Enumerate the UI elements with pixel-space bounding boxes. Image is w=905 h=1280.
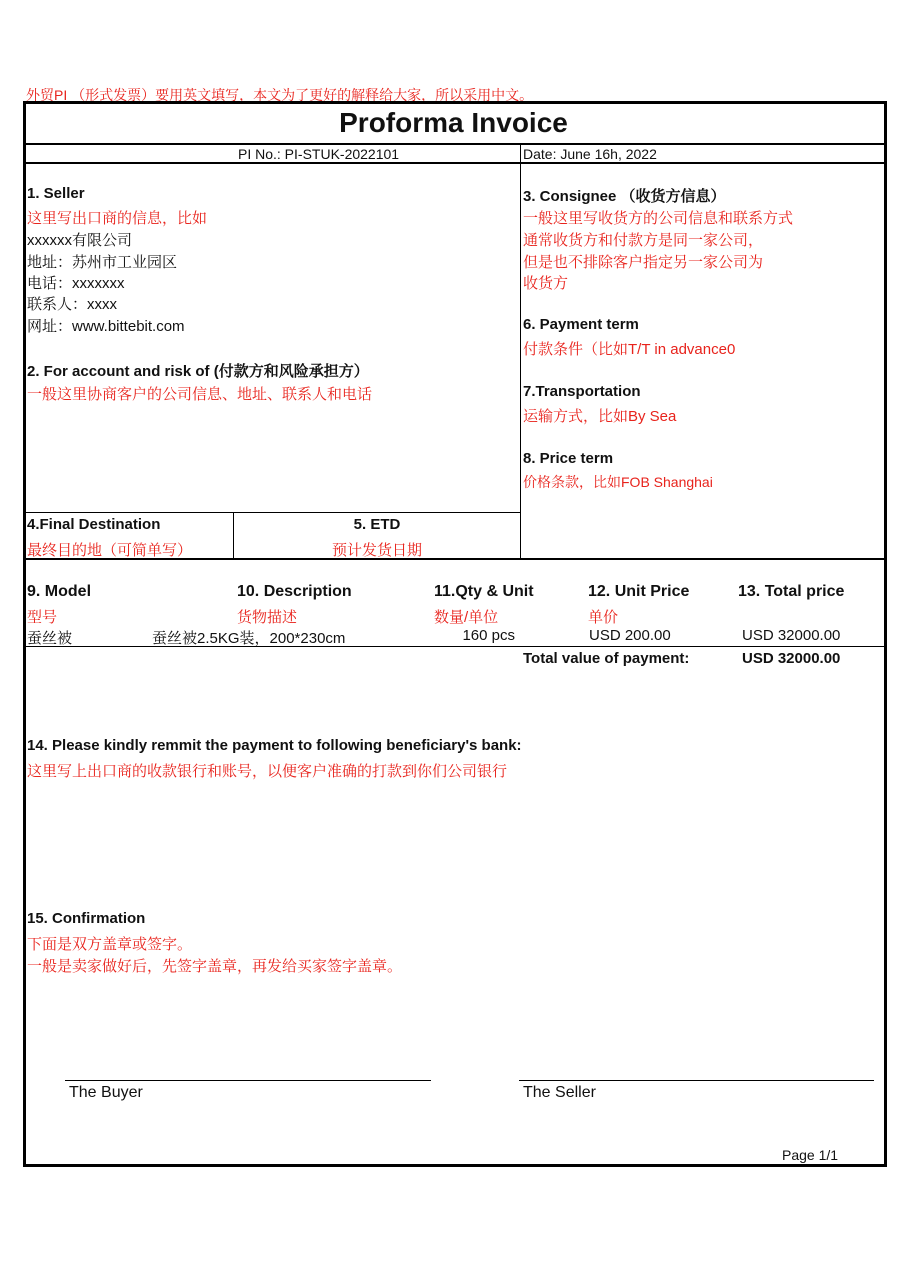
etd-hint: 预计发货日期 <box>331 542 422 559</box>
divider-title <box>23 143 885 145</box>
row-model: 蚕丝被 <box>27 630 73 647</box>
remit-hint: 这里写上出口商的收款银行和账号，以便客户准确的打款到你们公司银行 <box>27 763 508 780</box>
account-heading: 2. For account and risk of (付款方和风险承担方） <box>27 363 369 380</box>
remit-heading: 14. Please kindly remmit the payment to following beneficiary's bank: <box>27 737 522 754</box>
seller-contact: 联系人：xxxx <box>27 296 118 313</box>
account-hint: 一般这里协商客户的公司信息、地址、联系人和电话 <box>27 386 373 403</box>
total-value: USD 32000.00 <box>742 650 841 667</box>
price-term-hint: 价格条款，比如FOB Shanghai <box>523 474 713 490</box>
consignee-hint-4: 收货方 <box>523 275 569 292</box>
top-note: 外贸PI （形式发票）要用英文填写，本文为了更好的解释给大家，所以采用中文。 <box>26 87 534 103</box>
payment-term-hint: 付款条件（比如T/T in advance0 <box>523 341 736 358</box>
total-label: Total value of payment: <box>523 650 690 667</box>
page-number: Page 1/1 <box>782 1147 839 1163</box>
consignee-hint-1: 一般这里写收货方的公司信息和联系方式 <box>523 210 794 227</box>
row-unit-price: USD 200.00 <box>589 627 671 644</box>
row-qty: 160 pcs <box>462 627 515 644</box>
confirmation-heading: 15. Confirmation <box>27 910 146 927</box>
row-description: 蚕丝被2.5KG装，200*230cm <box>152 630 346 647</box>
row-total: USD 32000.00 <box>742 627 841 644</box>
invoice-title: Proforma Invoice <box>339 107 568 138</box>
etd-heading: 5. ETD <box>353 516 401 533</box>
confirmation-hint-2: 一般是卖家做好后，先签字盖章，再发给买家签字盖章。 <box>27 958 403 975</box>
buyer-signature-line <box>65 1080 431 1081</box>
confirmation-hint-1: 下面是双方盖章或签字。 <box>27 936 193 953</box>
consignee-hint-2: 通常收货方和付款方是同一家公司， <box>523 232 764 249</box>
transportation-heading: 7.Transportation <box>523 383 641 400</box>
seller-heading: 1. Seller <box>27 185 85 202</box>
total-price-header: 13. Total price <box>738 583 845 600</box>
seller-hint: 这里写出口商的信息，比如 <box>27 210 208 227</box>
price-term-heading: 8. Price term <box>523 450 614 467</box>
seller-phone: 电话：xxxxxxx <box>27 275 125 292</box>
seller-website: 网址：www.bittebit.com <box>27 318 185 335</box>
buyer-label: The Buyer <box>69 1084 143 1101</box>
destination-heading: 4.Final Destination <box>27 516 161 533</box>
divider-header <box>23 162 885 164</box>
qty-hint: 数量/单位 <box>434 609 499 626</box>
transportation-hint: 运输方式，比如By Sea <box>523 408 677 425</box>
consignee-hint-3: 但是也不排除客户指定另一家公司为 <box>523 254 764 271</box>
seller-signature-line <box>519 1080 874 1081</box>
consignee-heading: 3. Consignee （收货方信息） <box>523 188 726 205</box>
seller-address: 地址：苏州市工业园区 <box>27 254 178 271</box>
qty-header: 11.Qty & Unit <box>434 583 534 600</box>
description-hint: 货物描述 <box>237 609 298 626</box>
seller-label: The Seller <box>523 1084 596 1101</box>
model-hint: 型号 <box>27 609 58 626</box>
model-header: 9. Model <box>27 583 92 600</box>
payment-term-heading: 6. Payment term <box>523 316 639 333</box>
divider-destination <box>23 512 521 513</box>
divider-column <box>520 143 521 560</box>
seller-company: xxxxxx有限公司 <box>27 232 133 249</box>
pi-number: PI No.: PI-STUK-2022101 <box>238 146 400 162</box>
unit-price-header: 12. Unit Price <box>588 583 690 600</box>
description-header: 10. Description <box>237 583 352 600</box>
destination-hint: 最终目的地（可简单写） <box>27 542 193 559</box>
unit-price-hint: 单价 <box>588 609 619 626</box>
invoice-date: Date: June 16h, 2022 <box>523 146 657 162</box>
